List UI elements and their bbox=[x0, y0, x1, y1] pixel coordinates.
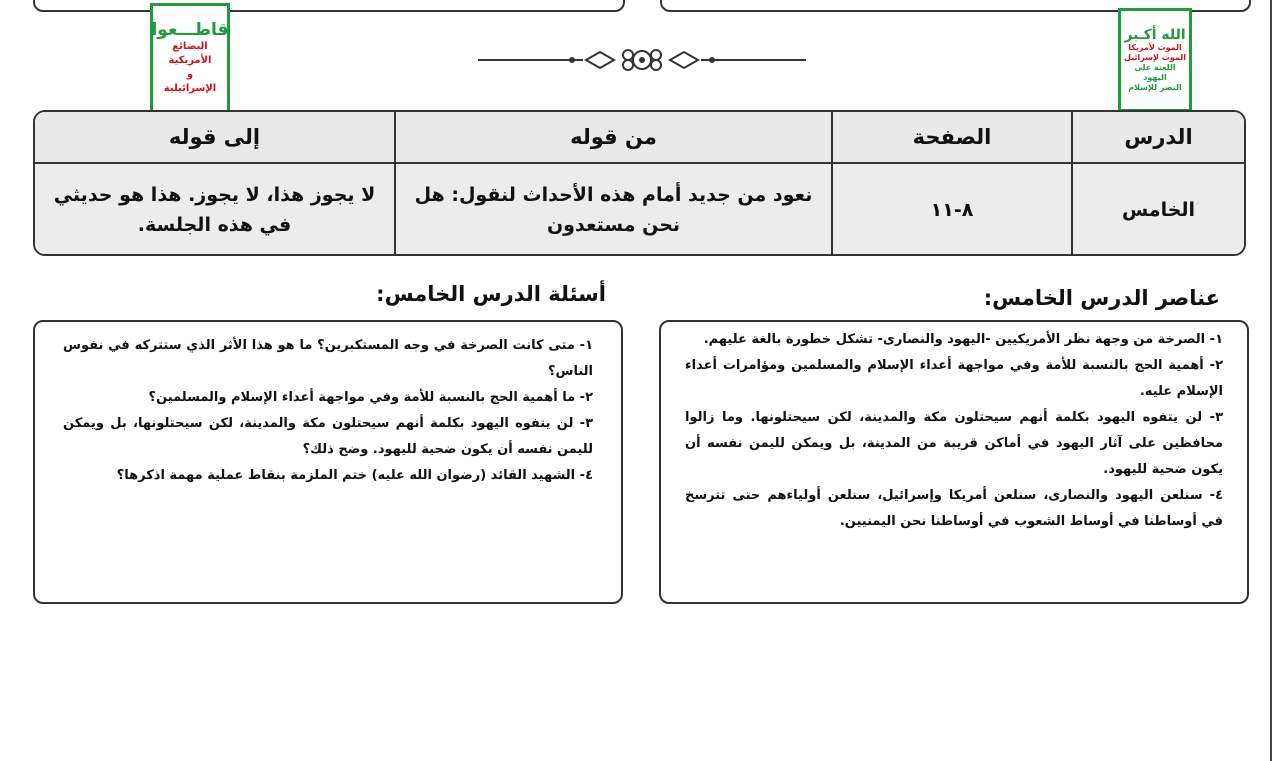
cell-page: ٨-١١ bbox=[831, 164, 1071, 256]
cell-to: لا يجوز هذا، لا يجوز. هذا هو حديثي في هذه الجلسة. bbox=[53, 184, 376, 236]
header-page: الصفحة bbox=[831, 112, 1071, 162]
boycott-badge: قاطـــعوا البضائع الأمريكية و الإسرائيلية bbox=[150, 3, 230, 113]
list-item: ٤- سنلعن اليهود والنصارى، سنلعن أمريكا وإسرائيل، سنلعن أولياءهم حتى تترسخ في أوساطنا في أوساط الشعوب في أوساطنا نحن اليمنيين. bbox=[685, 488, 1223, 529]
elements-title: عناصر الدرس الخامس: bbox=[983, 286, 1220, 310]
ornament-divider-icon bbox=[478, 43, 806, 77]
cell-from: نعود من جديد أمام هذه الأحداث لنقول: هل نحن مستعدون bbox=[394, 164, 831, 256]
header-from: من قوله bbox=[394, 112, 831, 162]
previous-box-left bbox=[33, 0, 625, 12]
list-item: ٣- لن يتفوه اليهود بكلمة أنهم سيحتلون مكة والمدينة، لكن سيحتلونها، بل ويمكن لليمن نفسه أن يكون ضحية لليهود. وضح ذلك؟ bbox=[63, 416, 593, 457]
list-item: ١- الصرخة من وجهة نظر الأمريكيين -اليهود والنصارى- تشكل خطورة بالغة عليهم. bbox=[703, 332, 1223, 347]
slogan-badge: الله أكـبر الموت لأمريكا الموت لإسرائيل اللعنة على اليهود النصر للإسلام bbox=[1118, 8, 1192, 112]
list-item: ٤- الشهيد القائد (رضوان الله عليه) ختم الملزمة بنقاط عملية مهمة اذكرها؟ bbox=[116, 468, 593, 483]
page-edge bbox=[1270, 0, 1280, 761]
table-header-row bbox=[35, 112, 1244, 164]
list-item: ٢- أهمية الحج بالنسبة للأمة وفي مواجهة أعداء الإسلام والمسلمين ومؤامرات أعداء الإسلام عليه. bbox=[685, 358, 1223, 399]
header-to: إلى قوله bbox=[168, 125, 261, 149]
list-item: ١- متى كانت الصرخة في وجه المستكبرين؟ ما هو هذا الأثر الذي ستتركه في نفوس الناس؟ bbox=[63, 338, 593, 379]
questions-panel bbox=[33, 320, 623, 604]
cell-lesson: الخامس bbox=[1071, 164, 1244, 256]
elements-panel bbox=[659, 320, 1249, 604]
header-lesson: الدرس bbox=[1071, 112, 1244, 162]
questions-title: أسئلة الدرس الخامس: bbox=[376, 282, 606, 306]
table-row bbox=[35, 164, 1244, 256]
lesson-table bbox=[33, 110, 1246, 256]
list-item: ٢- ما أهمية الحج بالنسبة للأمة وفي مواجهة أعداء الإسلام والمسلمين؟ bbox=[148, 390, 593, 405]
list-item: ٣- لن يتفوه اليهود بكلمة أنهم سيحتلون مكة والمدينة، لكن سيحتلونها. وما زالوا محافظين على آثار اليهود في أماكن قريبة من المدينة، بل ويمكن لليمن نفسه أن يكون ضحية لليهود. bbox=[685, 410, 1223, 477]
